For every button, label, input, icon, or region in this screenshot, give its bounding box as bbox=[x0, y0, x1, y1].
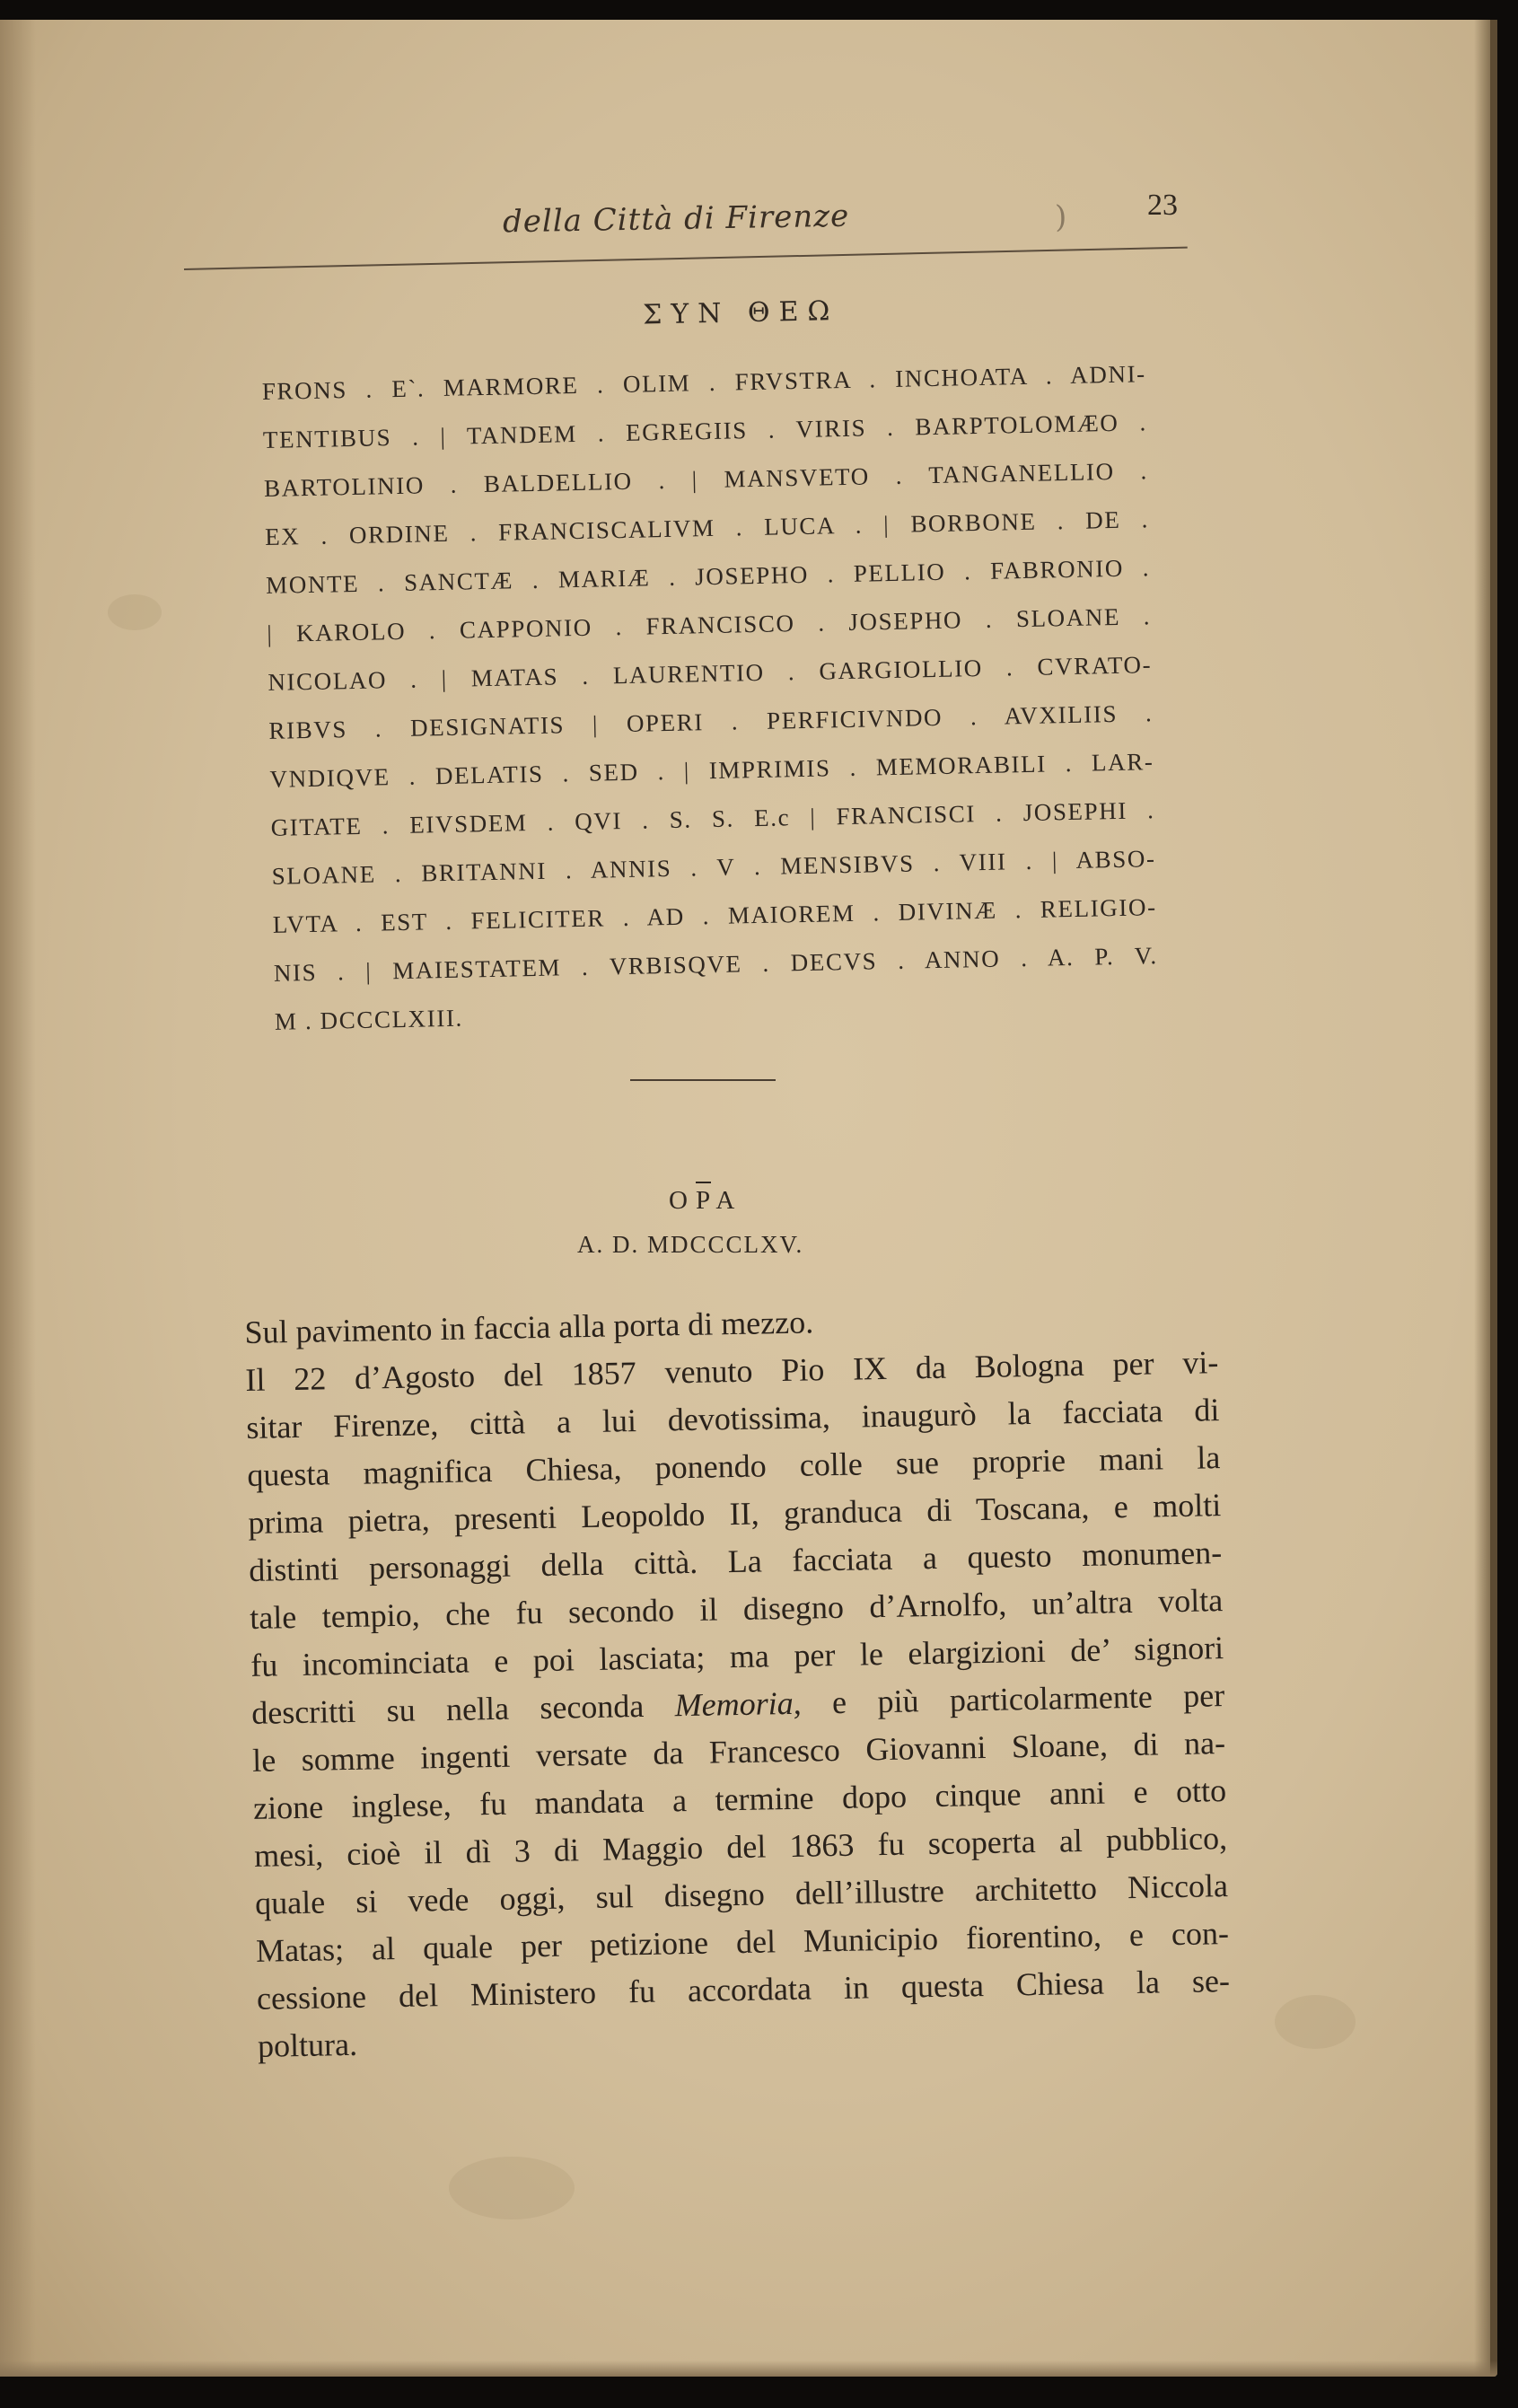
body-line: prima pietra, presenti Leopoldo II, granduca di Toscana, e molti bbox=[247, 1487, 1222, 1541]
body-line: quale si vede oggi, sul disegno dell’illustre architetto Niccola bbox=[254, 1868, 1229, 1921]
section-date: A. D. MDCCCLXV. bbox=[577, 1231, 804, 1258]
body-line: tale tempio, che fu secondo il disegno d’Arnolfo, un’altra volta bbox=[249, 1582, 1224, 1636]
inscription-line: NIS . | MAIESTATEM . VRBISQVE . DECVS . ANNO . A. P. V. bbox=[273, 942, 1158, 987]
body-line: sitar Firenze, città a lui devotissima, inaugurò la facciata di bbox=[246, 1392, 1220, 1446]
inscription-line: NICOLAO . | MATAS . LAURENTIO . GARGIOLLIO . CVRATO- bbox=[268, 651, 1153, 696]
body-line: cessione del Ministero fu accordata in questa Chiesa la se- bbox=[256, 1963, 1231, 2017]
section-title: OPA bbox=[669, 1186, 743, 1215]
running-head-bracket: ) bbox=[1054, 198, 1067, 236]
inscription-line: SLOANE . BRITANNI . ANNIS . V . MENSIBVS . VIII . | ABSO- bbox=[271, 845, 1156, 890]
inscription-line: EX . ORDINE . FRANCISCALIVM . LUCA . | BORBONE . DE . bbox=[264, 505, 1150, 550]
inscription-line: FRONS . E`. MARMORE . OLIM . FRVSTRA . INCHOATA . ADNI- bbox=[261, 360, 1146, 405]
body-line-part: e più particolarmente per bbox=[831, 1677, 1225, 1721]
paper-stain bbox=[1275, 1995, 1356, 2049]
running-head: della Città di Firenze bbox=[502, 198, 850, 241]
body-line: fu incominciata e poi lasciata; ma per le elargizioni de’ signori bbox=[250, 1630, 1224, 1683]
inscription-line: M . DCCCLXIII. bbox=[274, 1004, 464, 1035]
body-line: Il 22 d’Agosto del 1857 venuto Pio IX da Bologna per vi- bbox=[245, 1344, 1219, 1398]
paper-stain bbox=[108, 594, 162, 630]
latin-inscription bbox=[260, 289, 1172, 1046]
inscription-line: TENTIBUS . | TANDEM . EGREGIIS . VIRIS . BARPTOLOMÆO . bbox=[262, 409, 1148, 453]
page-gutter-shadow bbox=[0, 20, 36, 2377]
abbreviation-bar bbox=[696, 1182, 711, 1183]
page-bottom-edge bbox=[0, 2360, 1497, 2377]
body-line: zione inglese, fu mandata a termine dopo cinque anni e otto bbox=[252, 1772, 1227, 1826]
greek-heading: ΣΥΝ ΘΕΩ bbox=[642, 295, 839, 331]
body-line: Sul pavimento in faccia alla porta di mezzo. bbox=[244, 1304, 814, 1350]
inscription-line: GITATE . EIVSDEM . QVI . S. S. E.c | FRANCISCI . JOSEPHI . bbox=[270, 796, 1155, 841]
inscription-line: LVTA . EST . FELICITER . AD . MAIOREM . DIVINÆ . RELIGIO- bbox=[272, 893, 1157, 938]
inscription-line: | KAROLO . CAPPONIO . FRANCISCO . JOSEPHO . SLOANE . bbox=[267, 602, 1152, 647]
book-page bbox=[0, 20, 1497, 2377]
inscription-line: BARTOLINIO . BALDELLIO . | MANSVETO . TANGANELLIO . bbox=[263, 457, 1149, 502]
body-text bbox=[244, 1291, 1231, 2070]
body-line: le somme ingenti versate da Francesco Giovanni Sloane, di na- bbox=[251, 1725, 1226, 1779]
inscription-line: VNDIQVE . DELATIS . SED . | IMPRIMIS . MEMORABILI . LAR- bbox=[269, 748, 1154, 793]
body-line: poltura. bbox=[257, 2026, 358, 2064]
inscription-line: MONTE . SANCTÆ . MARIÆ . JOSEPHO . PELLIO . FABRONIO . bbox=[265, 554, 1151, 599]
body-line: questa magnifica Chiesa, ponendo colle sue proprie mani la bbox=[247, 1439, 1221, 1493]
binding-stripe bbox=[1490, 20, 1497, 2377]
body-line: distinti personaggi della città. La facciata a questo monumen- bbox=[248, 1534, 1223, 1588]
body-line-part: descritti su nella seconda bbox=[250, 1687, 645, 1731]
page-number: 23 bbox=[1147, 189, 1178, 222]
inscription-line: RIBVS . DESIGNATIS | OPERI . PERFICIVNDO . AVXILIIS . bbox=[268, 699, 1154, 744]
italic-title: Memoria, bbox=[674, 1684, 803, 1724]
paper-stain bbox=[449, 2157, 575, 2219]
body-line: Matas; al quale per petizione del Municipio fiorentino, e con- bbox=[255, 1915, 1230, 1969]
header-rule bbox=[184, 247, 1188, 270]
body-line: mesi, cioè il dì 3 di Maggio del 1863 fu scoperta al pubblico, bbox=[253, 1820, 1228, 1874]
section-divider bbox=[630, 1079, 776, 1081]
